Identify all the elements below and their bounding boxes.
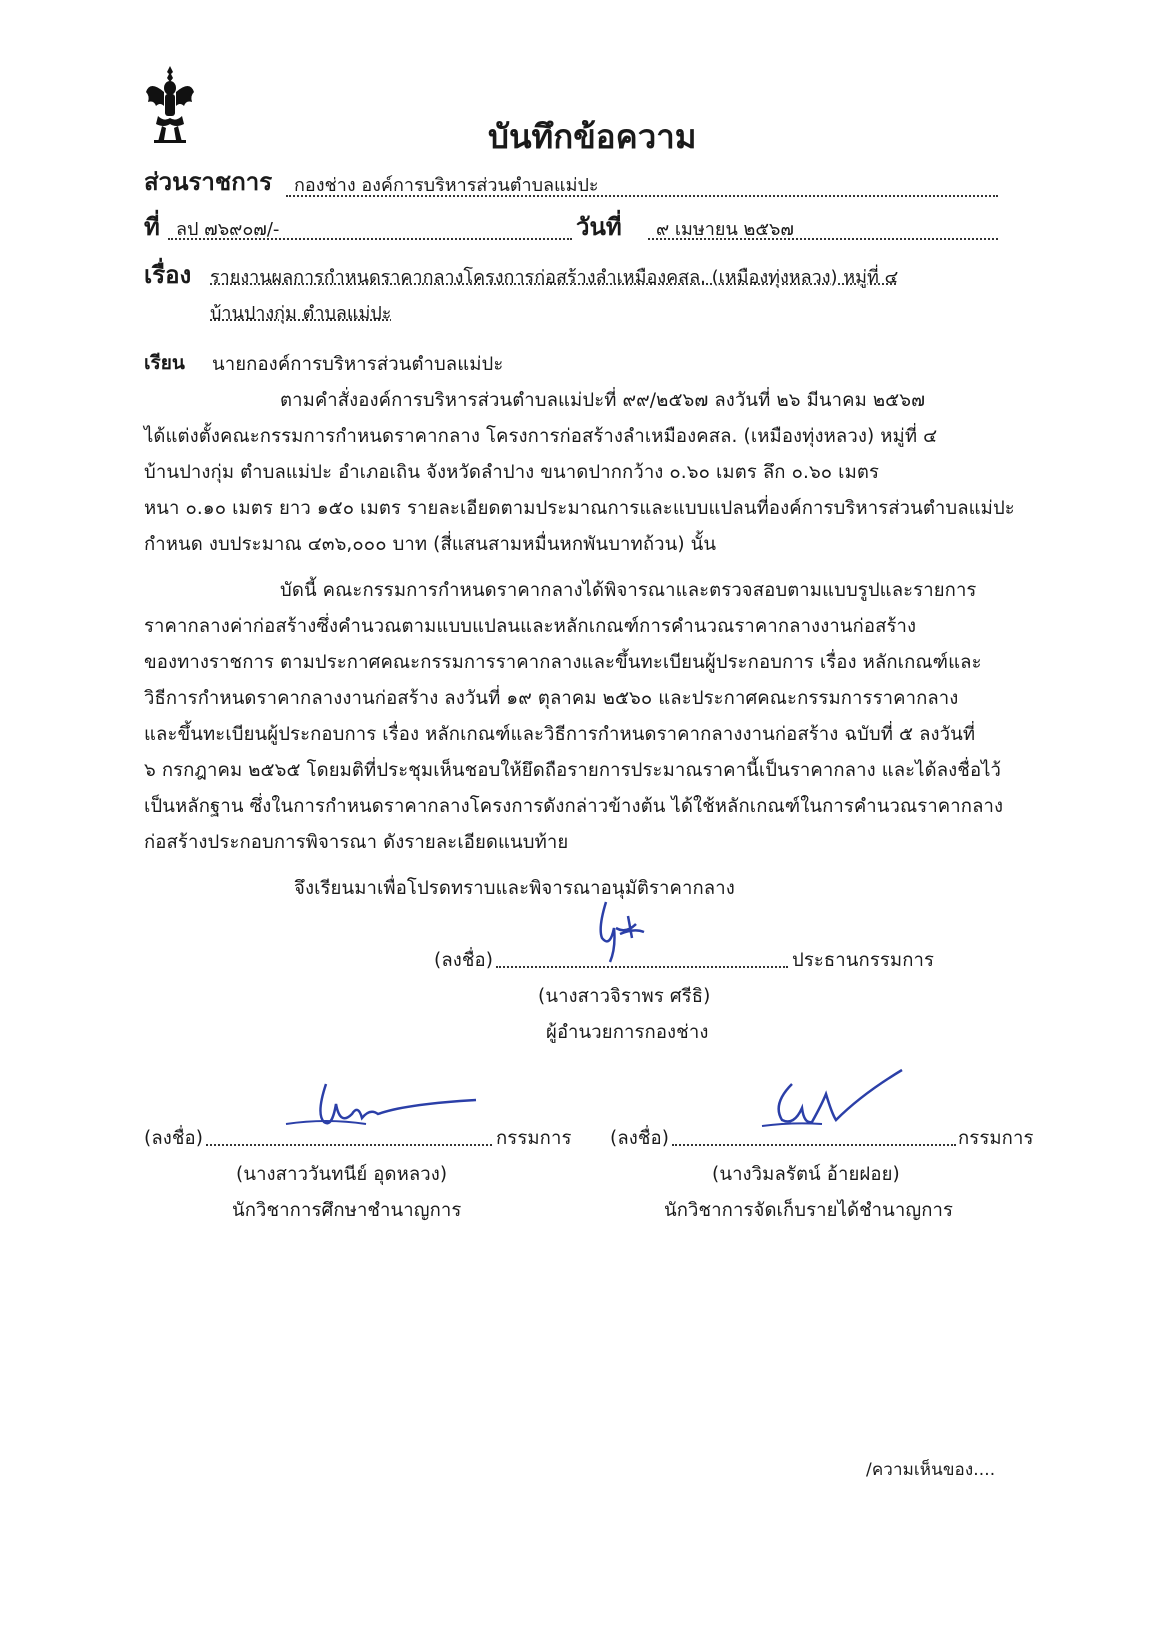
chair-role: ประธานกรรมการ (792, 950, 935, 971)
member1-name: (นางสาววันทนีย์ อุดหลวง) (236, 1164, 448, 1185)
para1-line: กำหนด งบประมาณ ๔๓๖,๐๐๐ บาท (สี่แสนสามหมื่นหกพันบาทถ้วน) นั้น (144, 534, 717, 555)
para1-line: ตามคำสั่งองค์การบริหารส่วนตำบลแม่ปะที่ ๙๙/๒๕๖๗ ลงวันที่ ๒๖ มีนาคม ๒๕๖๗ (280, 390, 926, 411)
to-value: นายกองค์การบริหารส่วนตำบลแม่ปะ (212, 354, 504, 375)
ref-label: ที่ (144, 213, 160, 241)
ref-value: ลป ๗๖๙๐๗/- (176, 219, 280, 240)
garuda-emblem-icon (144, 62, 196, 146)
date-label: วันที่ (576, 213, 622, 241)
department-dotline (286, 195, 998, 197)
para1-line: บ้านปางกุ่ม ตำบลแม่ปะ อำเภอเถิน จังหวัดลำปาง ขนาดปากกว้าง ๐.๖๐ เมตร ลึก ๐.๖๐ เมตร (144, 462, 880, 483)
para2-line: บัดนี้ คณะกรรมการกำหนดราคากลางได้พิจารณาและตรวจสอบตามแบบรูปและรายการ (280, 580, 977, 601)
chair-sign-line (496, 966, 788, 968)
member2-role: กรรมการ (958, 1128, 1034, 1149)
member2-signature-icon (752, 1064, 912, 1136)
member1-sign-line (206, 1144, 492, 1146)
closing-text: จึงเรียนมาเพื่อโปรดทราบและพิจารณาอนุมัติราคากลาง (294, 878, 735, 899)
date-dotline (648, 238, 998, 240)
para2-line: เป็นหลักฐาน ซึ่งในการกำหนดราคากลางโครงการดังกล่าวข้างต้น ได้ใช้หลักเกณฑ์ในการคำนวณราคากลาง (144, 796, 1004, 817)
member2-sign-prefix: (ลงชื่อ) (610, 1128, 670, 1149)
department-value: กองช่าง องค์การบริหารส่วนตำบลแม่ปะ (294, 175, 599, 196)
member1-sign-prefix: (ลงชื่อ) (144, 1128, 204, 1149)
to-label: เรียน (144, 352, 185, 374)
chair-sign-prefix: (ลงชื่อ) (434, 950, 494, 971)
date-value: ๙ เมษายน ๒๕๖๗ (656, 219, 794, 240)
para2-line: ก่อสร้างประกอบการพิจารณา ดังรายละเอียดแนบท้าย (144, 832, 569, 853)
member1-position: นักวิชาการศึกษาชำนาญการ (232, 1200, 462, 1221)
para2-line: ๖ กรกฎาคม ๒๕๖๕ โดยมติที่ประชุมเห็นชอบให้ยึดถือรายการประมาณราคานี้เป็นราคากลาง และได้ลงชื่อไว้ (144, 760, 1002, 781)
para2-line: ของทางราชการ ตามประกาศคณะกรรมการราคากลางและขึ้นทะเบียนผู้ประกอบการ เรื่อง หลักเกณฑ์และ (144, 652, 982, 673)
ref-dotline (168, 238, 572, 240)
subject-line-2: บ้านปางกุ่ม ตำบลแม่ปะ (210, 303, 392, 324)
member2-name: (นางวิมลรัตน์ อ้ายฝอย) (712, 1164, 900, 1185)
department-label: ส่วนราชการ (144, 168, 273, 196)
member2-sign-line (672, 1144, 956, 1146)
chair-name: (นางสาวจิราพร ศรีธิ) (538, 986, 711, 1007)
para1-line: ได้แต่งตั้งคณะกรรมการกำหนดราคากลาง โครงการก่อสร้างลำเหมืองคสล. (เหมืองทุ่งหลวง) หมู่ที่ ๔ (144, 426, 938, 447)
chair-position: ผู้อำนวยการกองช่าง (546, 1022, 709, 1043)
member1-signature-icon (266, 1074, 486, 1138)
page-title: บันทึกข้อความ (488, 117, 697, 156)
subject-line-1: รายงานผลการกำหนดราคากลางโครงการก่อสร้างลำเหมืองคสล. (เหมืองทุ่งหลวง) หมู่ที่ ๔ (210, 267, 899, 288)
para2-line: และขึ้นทะเบียนผู้ประกอบการ เรื่อง หลักเกณฑ์และวิธีการกำหนดราคากลางงานก่อสร้าง ฉบับที่ ๕ ลงวันที่ (144, 724, 976, 745)
chair-signature-icon (576, 898, 666, 970)
para2-line: ราคากลางค่าก่อสร้างซึ่งคำนวณตามแบบแปลนและหลักเกณฑ์การคำนวณราคากลางงานก่อสร้าง (144, 616, 917, 637)
continued-note: /ความเห็นของ.... (866, 1460, 996, 1480)
member1-role: กรรมการ (496, 1128, 572, 1149)
member2-position: นักวิชาการจัดเก็บรายได้ชำนาญการ (664, 1200, 954, 1221)
subject-label: เรื่อง (144, 261, 192, 289)
para2-line: วิธีการกำหนดราคากลางงานก่อสร้าง ลงวันที่ ๑๙ ตุลาคม ๒๕๖๐ และประกาศคณะกรรมการราคากลาง (144, 688, 959, 709)
para1-line: หนา ๐.๑๐ เมตร ยาว ๑๕๐ เมตร รายละเอียดตามประมาณการและแบบแปลนที่องค์การบริหารส่วนตำบลแม่ปะ (144, 498, 1015, 519)
